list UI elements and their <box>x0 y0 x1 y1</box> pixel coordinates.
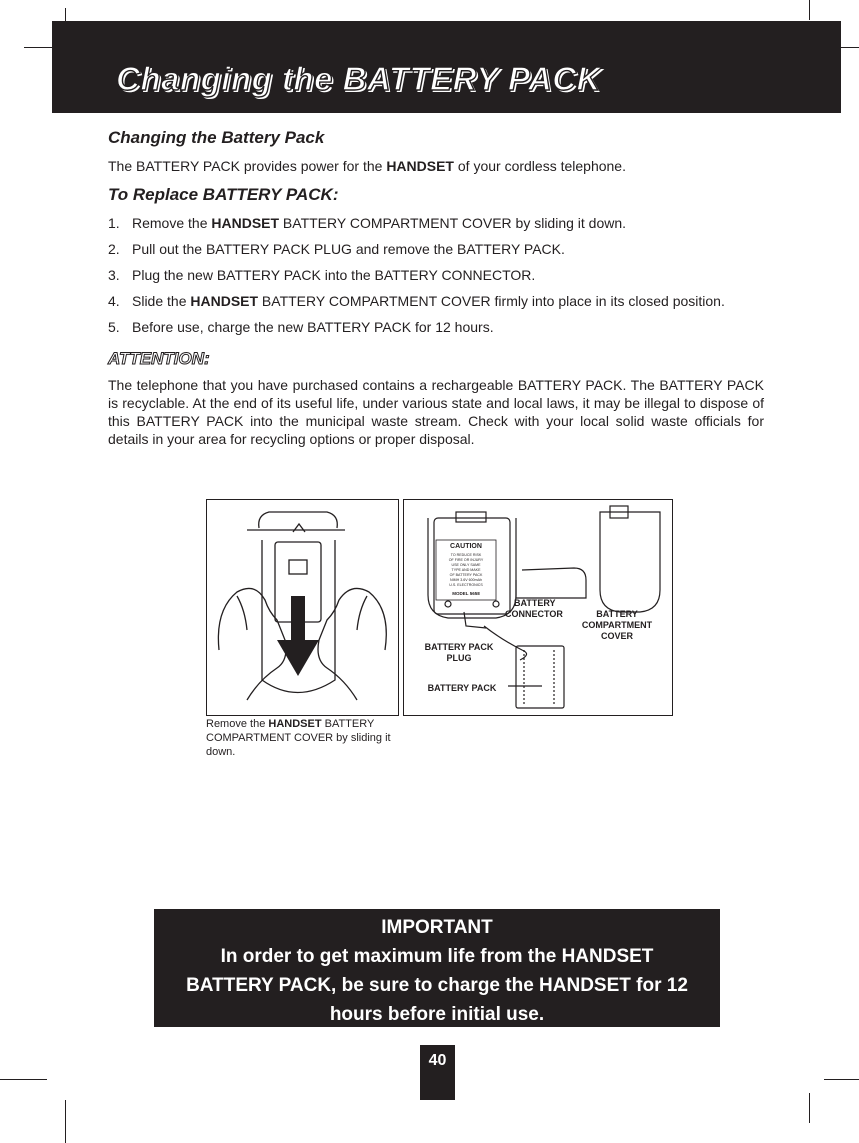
step-text: Remove the <box>132 215 212 231</box>
steps-list <box>108 214 764 336</box>
important-line: hours before initial use. <box>329 1004 545 1025</box>
replace-heading: To Replace BATTERY PACK: <box>108 185 339 204</box>
important-line: In order to get maximum life from the HANDSET <box>220 946 654 967</box>
step-text: Slide the <box>132 293 191 309</box>
page-number: 40 <box>420 1045 455 1100</box>
attention-heading: ATTENTION: <box>108 349 210 368</box>
step-number: 4. <box>108 293 120 309</box>
crop-mark <box>809 0 810 20</box>
important-line: BATTERY PACK, be sure to charge the HANDSET for 12 <box>186 975 688 996</box>
label-cover-3: COVER <box>600 631 634 641</box>
step-number: 5. <box>108 319 120 335</box>
label-cover-1: BATTERY <box>596 609 638 619</box>
caution-line: OF FIRE OR INJURY <box>448 558 484 562</box>
step-text: Pull out the BATTERY PACK PLUG and remove the BATTERY PACK. <box>132 241 565 257</box>
intro-text: The BATTERY PACK provides power for the <box>108 158 387 174</box>
step-text-end: BATTERY COMPARTMENT COVER by sliding it down. <box>279 215 627 231</box>
step-item <box>108 318 764 336</box>
step-text-end: BATTERY COMPARTMENT COVER firmly into place in its closed position. <box>258 293 725 309</box>
crop-mark <box>24 47 52 48</box>
step-number: 1. <box>108 215 120 231</box>
label-connector-1: BATTERY <box>514 598 556 608</box>
step-item <box>108 240 764 258</box>
label-cover-2: COMPARTMENT <box>581 620 653 630</box>
intro-text-end: of your cordless telephone. <box>453 158 626 174</box>
battery-parts-illustration <box>404 500 672 715</box>
step-item <box>108 292 764 310</box>
crop-mark <box>841 47 859 48</box>
step-text: Plug the new BATTERY PACK into the BATTERY CONNECTOR. <box>132 267 536 283</box>
step-number: 3. <box>108 267 120 283</box>
intro-bold: HANDSET <box>386 158 454 174</box>
attention-paragraph: The telephone that you have purchased contains a rechargeable BATTERY PACK. The BATTERY PACK is recyclable. At the end of its useful life, under various state and local laws, it may be illegal to dispose of this BATTERY PACK into the municipal waste stream. Check with your local solid waste officials for details in your area for recycling options or proper disposal. <box>108 377 764 447</box>
label-plug-2: PLUG <box>446 653 472 663</box>
step-text: Before use, charge the new BATTERY PACK for 12 hours. <box>132 319 494 335</box>
caution-line: OF BATTERY PACK <box>449 573 483 577</box>
caption-bold: HANDSET <box>268 718 322 730</box>
hands-illustration <box>207 500 398 715</box>
step-number: 2. <box>108 241 120 257</box>
caution-line: NIMH 3.6V 600mAh <box>450 578 482 582</box>
caption-text: Remove the <box>206 718 269 730</box>
label-connector-2: CONNECTOR <box>505 609 563 619</box>
caution-line: USE ONLY SAME <box>451 563 481 567</box>
page-title: Changing the BATTERY PACK <box>116 60 601 97</box>
intro-paragraph <box>108 157 764 175</box>
step-bold: HANDSET <box>211 215 280 231</box>
label-pack: BATTERY PACK <box>427 683 497 693</box>
figure-battery-parts <box>403 499 673 716</box>
label-plug-1: BATTERY PACK <box>424 642 494 652</box>
section-heading: Changing the Battery Pack <box>108 128 325 147</box>
crop-mark <box>824 1079 859 1080</box>
model-label: MODEL 5658 <box>452 591 480 596</box>
caution-line: U.S. ELECTRONICS <box>449 583 483 587</box>
step-item <box>108 214 764 232</box>
caution-line: TYPE AND MAKE <box>451 568 481 572</box>
caution-line: TO REDUCE RISK <box>450 553 482 557</box>
figure-caption <box>206 717 406 759</box>
crop-mark <box>809 1093 810 1123</box>
step-item <box>108 266 764 284</box>
important-notice <box>154 909 720 1027</box>
crop-mark <box>0 1079 47 1080</box>
important-title: IMPORTANT <box>381 917 493 938</box>
caution-title: CAUTION <box>450 543 482 550</box>
crop-mark <box>65 1100 66 1143</box>
caption-text-end: BATTERY COMPARTMENT COVER by sliding it down. <box>206 718 391 758</box>
main-content <box>108 128 764 448</box>
step-bold: HANDSET <box>190 293 259 309</box>
figure-remove-cover <box>206 499 399 716</box>
